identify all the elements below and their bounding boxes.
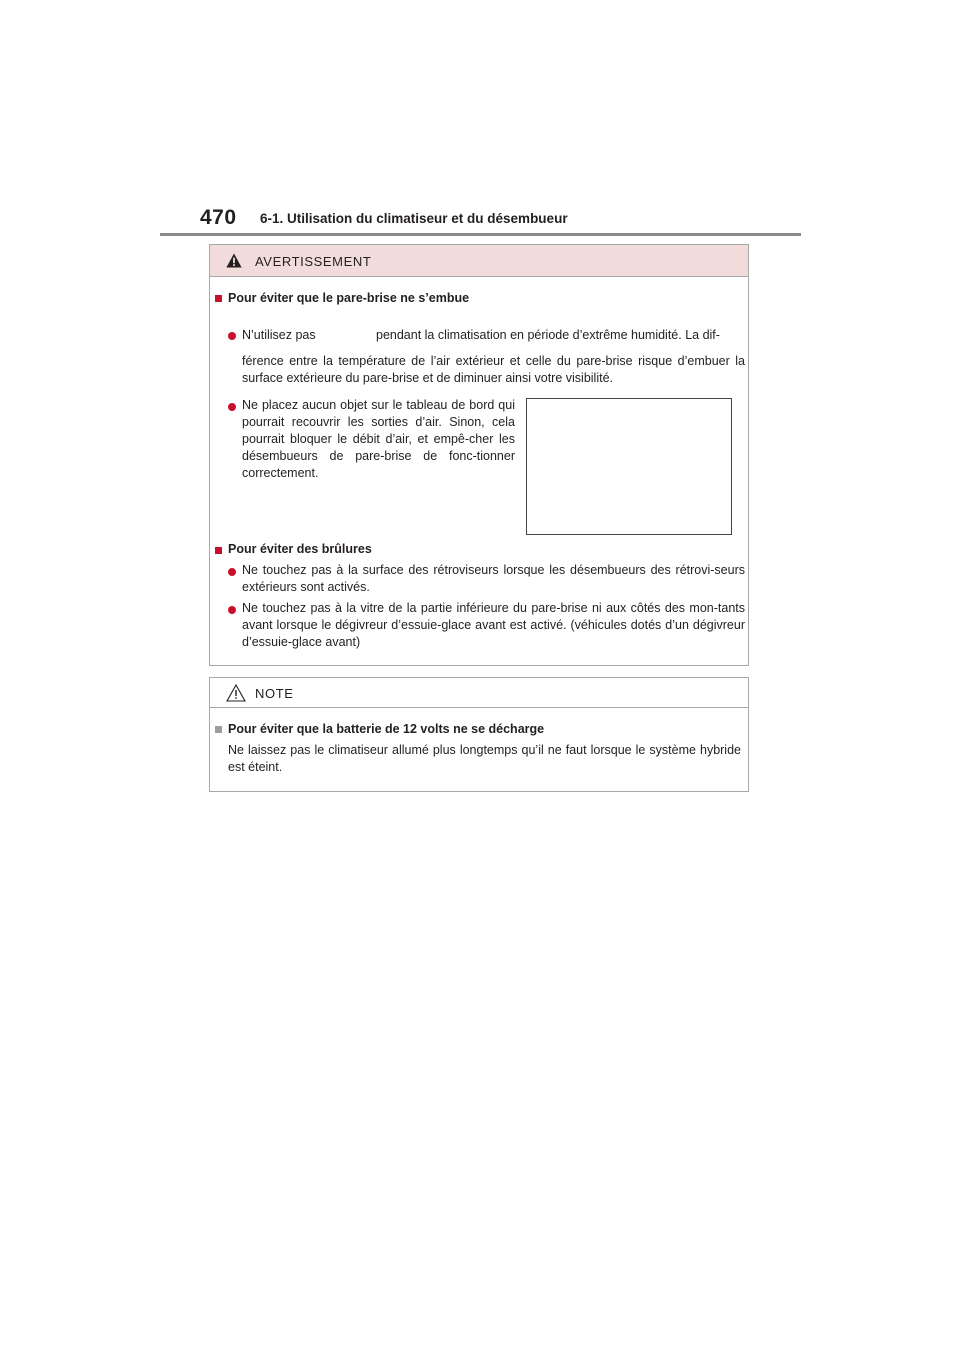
list-item-text: Ne placez aucun objet sur le tableau de bord qui pourrait recouvrir les sorties d’air. Sinon, cela pourrait bloquer le débit d’air, et empê-cher les désembueurs de pare-brise de fonc-tionner correctement.: [242, 398, 515, 480]
warning-title: AVERTISSEMENT: [255, 254, 372, 269]
note-body: Ne laissez pas le climatiseur allumé plus longtemps qu’il ne faut lorsque le système hybride est éteint.: [228, 743, 741, 774]
section-heading-fog: Pour éviter que le pare-brise ne s’embue: [228, 291, 470, 305]
list-item-text: N’utilisez pas: [242, 328, 316, 342]
page-number: 470: [200, 206, 237, 229]
section-title: 6-1. Utilisation du climatiseur et du désembueur: [260, 211, 568, 226]
list-item-text: pendant la climatisation en période d’extrême humidité. La dif-: [376, 328, 720, 342]
illustration-frame: [526, 398, 732, 535]
list-item-text: Ne touchez pas à la surface des rétroviseurs lorsque les désembueurs des rétrovi-seurs extérieurs sont activés.: [242, 563, 745, 594]
list-bullet: [228, 606, 236, 614]
page-header: [160, 204, 800, 234]
list-bullet: [228, 568, 236, 576]
warning-box: [209, 244, 749, 666]
section-heading-burns: Pour éviter des brûlures: [228, 542, 372, 556]
section-bullet: [215, 547, 222, 554]
header-rule: [160, 233, 801, 236]
list-item-text: Ne touchez pas à la vitre de la partie inférieure du pare-brise ni aux côtés des mon-tants avant lorsque le dégivreur d’essuie-glace avant est activé. (véhicules dotés d’un dégivreur d’essuie-glace avant): [242, 601, 745, 649]
warning-header: [210, 245, 748, 277]
note-header: [210, 678, 748, 708]
list-bullet: [228, 332, 236, 340]
caution-triangle-icon: [226, 684, 246, 707]
note-title: NOTE: [255, 686, 294, 701]
section-bullet: [215, 295, 222, 302]
list-item-text: férence entre la température de l’air extérieur et celle du pare-brise risque d’embuer la surface extérieure du pare-brise et de diminuer ainsi votre visibilité.: [242, 354, 745, 385]
note-box: [209, 677, 749, 792]
note-heading: Pour éviter que la batterie de 12 volts ne se décharge: [228, 722, 545, 736]
list-bullet: [228, 403, 236, 411]
warning-triangle-icon: [226, 253, 242, 273]
section-bullet: [215, 726, 222, 733]
